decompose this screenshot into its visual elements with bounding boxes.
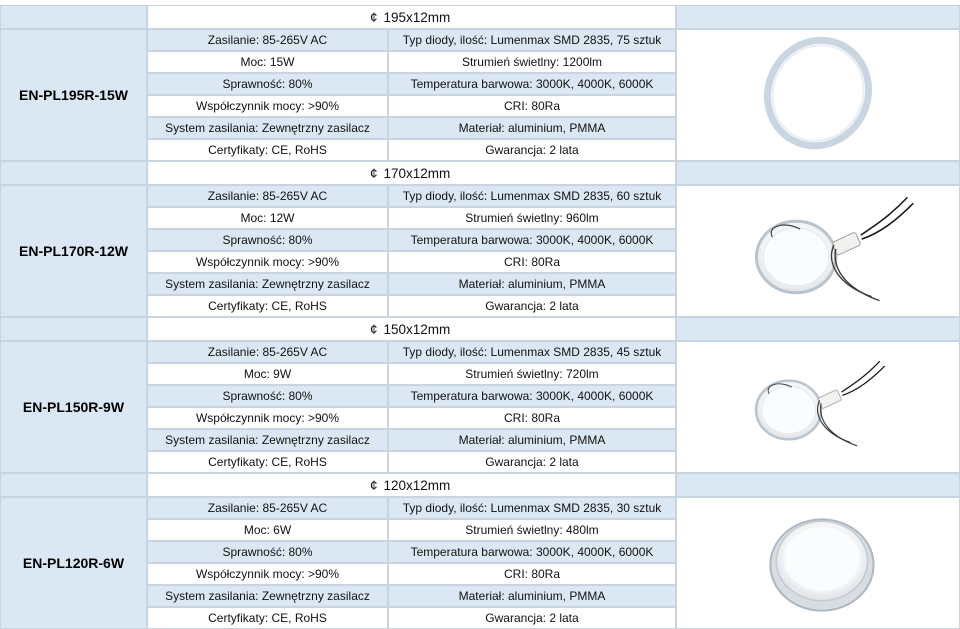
spec-left: Moc: 15W: [147, 51, 388, 73]
size-row-spacer-right: [676, 317, 960, 341]
spec-left: Moc: 6W: [147, 519, 388, 541]
spec-right: Temperatura barwowa: 3000K, 4000K, 6000K: [388, 385, 676, 407]
spec-right: CRI: 80Ra: [388, 95, 676, 117]
size-row-spacer-right: [676, 161, 960, 185]
spec-right: Temperatura barwowa: 3000K, 4000K, 6000K: [388, 541, 676, 563]
product-image-cell: [676, 29, 960, 161]
spec-left: Moc: 12W: [147, 207, 388, 229]
spec-left: Współczynnik mocy: >90%: [147, 563, 388, 585]
spec-left: Sprawność: 80%: [147, 541, 388, 563]
spec-right: Typ diody, ilość: Lumenmax SMD 2835, 30 sztuk: [388, 497, 676, 519]
spec-left: System zasilania: Zewnętrzny zasilacz: [147, 117, 388, 139]
product-image-cell: [676, 185, 960, 317]
spec-right: Strumień świetlny: 480lm: [388, 519, 676, 541]
size-row: [147, 473, 676, 497]
spec-left: Współczynnik mocy: >90%: [147, 95, 388, 117]
spec-left: Certyfikaty: CE, RoHS: [147, 607, 388, 629]
model-name: EN-PL150R-9W: [0, 341, 147, 473]
spec-left: Zasilanie: 85-265V AC: [147, 341, 388, 363]
model-name: EN-PL120R-6W: [0, 497, 147, 629]
spec-left: Sprawność: 80%: [147, 73, 388, 95]
spec-left: System zasilania: Zewnętrzny zasilacz: [147, 273, 388, 295]
spec-left: Certyfikaty: CE, RoHS: [147, 451, 388, 473]
spec-left: Współczynnik mocy: >90%: [147, 251, 388, 273]
size-row: [147, 317, 676, 341]
spec-left: Certyfikaty: CE, RoHS: [147, 295, 388, 317]
diameter-mark: ¢: [370, 9, 378, 25]
spec-left: Zasilanie: 85-265V AC: [147, 497, 388, 519]
round-panel-with-driver-icon: [677, 185, 959, 317]
diameter-mark: ¢: [370, 321, 378, 337]
spec-right: CRI: 80Ra: [388, 563, 676, 585]
product-size: 170x12mm: [383, 165, 451, 181]
spec-right: Materiał: aluminium, PMMA: [388, 585, 676, 607]
spec-right: Gwarancja: 2 lata: [388, 295, 676, 317]
spec-left: Zasilanie: 85-265V AC: [147, 185, 388, 207]
spec-right: Gwarancja: 2 lata: [388, 607, 676, 629]
spec-left: Zasilanie: 85-265V AC: [147, 29, 388, 51]
spec-left: Sprawność: 80%: [147, 229, 388, 251]
slim-round-panel-icon: [677, 29, 959, 161]
size-row: [147, 5, 676, 29]
spec-right: Typ diody, ilość: Lumenmax SMD 2835, 45 sztuk: [388, 341, 676, 363]
diameter-mark: ¢: [370, 477, 378, 493]
size-row: [147, 161, 676, 185]
spec-left: Współczynnik mocy: >90%: [147, 407, 388, 429]
size-row-spacer-right: [676, 473, 960, 497]
size-row-spacer-left: [0, 5, 147, 29]
size-row-spacer-left: [0, 161, 147, 185]
spec-right: Strumień świetlny: 960lm: [388, 207, 676, 229]
spec-right: CRI: 80Ra: [388, 407, 676, 429]
spec-right: Typ diody, ilość: Lumenmax SMD 2835, 60 sztuk: [388, 185, 676, 207]
spec-right: Temperatura barwowa: 3000K, 4000K, 6000K: [388, 229, 676, 251]
spec-right: Strumień świetlny: 720lm: [388, 363, 676, 385]
size-row-spacer-right: [676, 5, 960, 29]
spec-right: Materiał: aluminium, PMMA: [388, 273, 676, 295]
product-image-cell: [676, 497, 960, 629]
diameter-mark: ¢: [370, 165, 378, 181]
spec-right: CRI: 80Ra: [388, 251, 676, 273]
round-recessed-panel-icon: [677, 497, 959, 629]
spec-right: Gwarancja: 2 lata: [388, 139, 676, 161]
spec-right: Materiał: aluminium, PMMA: [388, 117, 676, 139]
product-size: 150x12mm: [383, 321, 451, 337]
product-image-cell: [676, 341, 960, 473]
product-size: 120x12mm: [383, 477, 451, 493]
spec-right: Strumień świetlny: 1200lm: [388, 51, 676, 73]
spec-right: Typ diody, ilość: Lumenmax SMD 2835, 75 sztuk: [388, 29, 676, 51]
spec-left: Certyfikaty: CE, RoHS: [147, 139, 388, 161]
size-row-spacer-left: [0, 317, 147, 341]
round-panel-with-driver-icon: [677, 341, 959, 473]
spec-left: Sprawność: 80%: [147, 385, 388, 407]
spec-left: System zasilania: Zewnętrzny zasilacz: [147, 585, 388, 607]
spec-right: Temperatura barwowa: 3000K, 4000K, 6000K: [388, 73, 676, 95]
size-row-spacer-left: [0, 473, 147, 497]
spec-left: System zasilania: Zewnętrzny zasilacz: [147, 429, 388, 451]
spec-right: Materiał: aluminium, PMMA: [388, 429, 676, 451]
spec-right: Gwarancja: 2 lata: [388, 451, 676, 473]
model-name: EN-PL195R-15W: [0, 29, 147, 161]
spec-left: Moc: 9W: [147, 363, 388, 385]
product-size: 195x12mm: [383, 9, 451, 25]
model-name: EN-PL170R-12W: [0, 185, 147, 317]
